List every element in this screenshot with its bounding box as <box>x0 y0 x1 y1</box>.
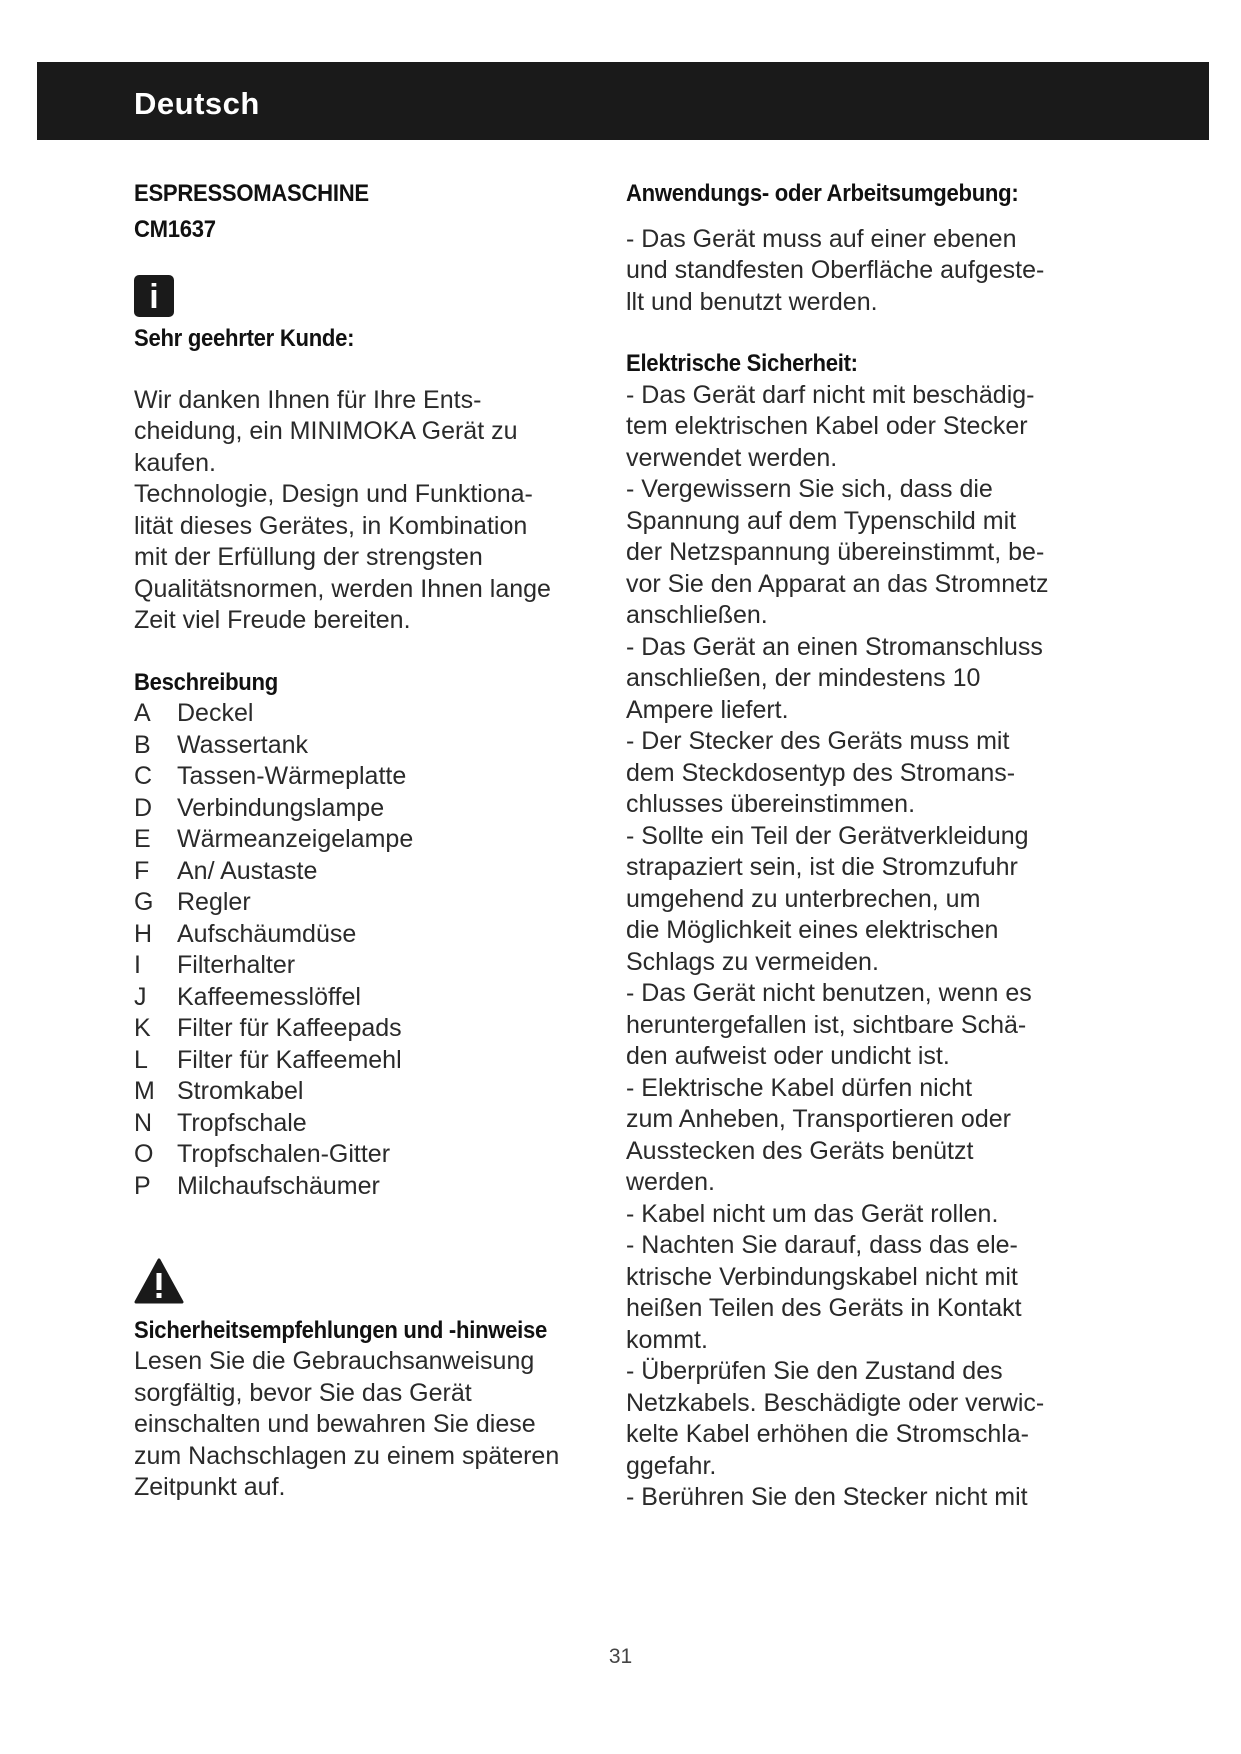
text-line: ktrische Verbindungskabel nicht mit <box>626 1262 1018 1291</box>
text-line: zum Nachschlagen zu einem späteren <box>134 1441 560 1470</box>
part-item <box>134 1139 594 1171</box>
part-letter: M <box>134 1077 155 1105</box>
text-line: einschalten und bewahren Sie diese <box>134 1410 536 1438</box>
environment-heading: Anwendungs- oder Arbeitsumgebung: <box>626 180 1019 207</box>
text-line: Qualitätsnormen, werden Ihnen lange <box>134 574 551 603</box>
part-letter: K <box>134 1014 151 1042</box>
part-name: Filterhalter <box>177 951 296 979</box>
part-letter: E <box>134 825 151 853</box>
part-item <box>134 698 594 730</box>
text-line: llt und benutzt werden. <box>626 287 878 316</box>
text-line: tem elektrischen Kabel oder Stecker <box>626 412 1028 440</box>
part-letter: A <box>134 699 151 727</box>
text-line: - Das Gerät darf nicht mit beschädig- <box>626 380 1035 409</box>
text-line: werden. <box>626 1168 715 1196</box>
part-item <box>134 1171 594 1203</box>
text-line: - Das Gerät muss auf einer ebenen <box>626 224 1017 253</box>
part-name: Deckel <box>177 699 254 727</box>
text-line: - Das Gerät an einen Stromanschluss <box>626 632 1043 661</box>
intro-paragraph <box>134 385 594 637</box>
part-letter: D <box>134 793 153 822</box>
part-name: Wassertank <box>177 730 309 759</box>
right-column <box>626 178 1096 1514</box>
part-item <box>134 730 594 762</box>
part-name: Aufschäumdüse <box>177 919 357 948</box>
part-name: Regler <box>177 888 251 916</box>
safety-paragraph <box>134 1346 594 1504</box>
part-item <box>134 950 594 982</box>
text-line: - Elektrische Kabel dürfen nicht <box>626 1073 973 1102</box>
part-letter: J <box>134 982 147 1011</box>
part-letter: C <box>134 762 153 790</box>
text-line: dem Steckdosentyp des Stromans- <box>626 758 1016 787</box>
text-line: lität dieses Gerätes, in Kombination <box>134 511 528 540</box>
part-letter: P <box>134 1171 151 1200</box>
text-line: Spannung auf dem Typenschild mit <box>626 506 1017 535</box>
part-letter: N <box>134 1108 153 1137</box>
part-item <box>134 887 594 919</box>
electrical-safety-paragraph <box>626 380 1096 1514</box>
text-line: heißen Teilen des Geräts in Kontakt <box>626 1294 1022 1322</box>
text-line: Technologie, Design und Funktiona- <box>134 480 533 508</box>
text-line: ggefahr. <box>626 1451 717 1480</box>
text-line: zum Anheben, Transportieren oder <box>626 1105 1011 1133</box>
text-line: kaufen. <box>134 448 217 477</box>
text-line: die Möglichkeit eines elektrischen <box>626 916 999 944</box>
part-item <box>134 824 594 856</box>
part-name: Tropfschalen-Gitter <box>177 1140 391 1168</box>
part-item <box>134 919 594 951</box>
part-letter: I <box>134 951 141 979</box>
part-letter: B <box>134 730 151 759</box>
part-name: Stromkabel <box>177 1077 304 1105</box>
warning-icon <box>134 1258 184 1304</box>
part-name: An/ Austaste <box>177 856 318 885</box>
text-line: Zeit viel Freude bereiten. <box>134 606 411 634</box>
part-name: Filter für Kaffeemehl <box>177 1045 402 1074</box>
part-name: Kaffeemesslöffel <box>177 982 361 1011</box>
text-line: - Vergewissern Sie sich, dass die <box>626 475 993 503</box>
text-line: kelte Kabel erhöhen die Stromschla- <box>626 1420 1030 1448</box>
text-line: Ausstecken des Geräts benützt <box>626 1136 974 1165</box>
part-item <box>134 1013 594 1045</box>
part-name: Filter für Kaffeepads <box>177 1014 402 1042</box>
text-line: Zeitpunkt auf. <box>134 1473 286 1501</box>
part-letter: O <box>134 1140 154 1168</box>
part-letter: G <box>134 888 154 916</box>
text-line: den aufweist oder undicht ist. <box>626 1042 950 1070</box>
text-line: chlusses übereinstimmen. <box>626 790 916 818</box>
text-line: kommt. <box>626 1325 708 1354</box>
page-number: 31 <box>608 1645 633 1668</box>
text-line: - Sollte ein Teil der Gerätverkleidung <box>626 821 1029 850</box>
part-name: Tassen-Wärmeplatte <box>177 762 407 790</box>
text-line: anschließen. <box>626 601 768 629</box>
environment-paragraph <box>626 224 1096 319</box>
part-name: Wärmeanzeigelampe <box>177 825 414 853</box>
text-line: - Der Stecker des Geräts muss mit <box>626 727 1010 755</box>
text-line: anschließen, der mindestens 10 <box>626 664 981 692</box>
text-line: mit der Erfüllung der strengsten <box>134 543 483 571</box>
text-line: und standfesten Oberfläche aufgeste- <box>626 256 1045 284</box>
part-item <box>134 856 594 888</box>
text-line: vor Sie den Apparat an das Stromnetz <box>626 569 1049 598</box>
part-item <box>134 1108 594 1140</box>
text-line: - Nachten Sie darauf, dass das ele- <box>626 1231 1018 1259</box>
part-name: Milchaufschäumer <box>177 1171 380 1200</box>
parts-list <box>134 698 594 1202</box>
text-line: der Netzspannung übereinstimmt, be- <box>626 538 1045 566</box>
part-letter: F <box>134 856 150 885</box>
part-item <box>134 761 594 793</box>
part-item <box>134 982 594 1014</box>
text-line: strapaziert sein, ist die Stromzufuhr <box>626 853 1018 881</box>
product-name: ESPRESSOMASCHINE <box>134 180 369 207</box>
text-line: Netzkabels. Beschädigte oder verwic- <box>626 1388 1045 1417</box>
part-item <box>134 1045 594 1077</box>
text-line: Wir danken Ihnen für Ihre Ents- <box>134 385 482 414</box>
language-header-bar <box>37 62 1209 140</box>
text-line: Schlags zu vermeiden. <box>626 947 879 976</box>
electrical-safety-heading: Elektrische Sicherheit: <box>626 350 858 377</box>
language-title: Deutsch <box>134 86 260 121</box>
part-item <box>134 1076 594 1108</box>
part-name: Tropfschale <box>177 1108 307 1137</box>
text-line: heruntergefallen ist, sichtbare Schä- <box>626 1010 1027 1039</box>
product-model: CM1637 <box>134 215 216 243</box>
text-line: Ampere liefert. <box>626 695 789 724</box>
text-line: - Überprüfen Sie den Zustand des <box>626 1357 1003 1385</box>
part-letter: L <box>134 1045 148 1074</box>
safety-heading: Sicherheitsempfehlungen und -hinweise <box>134 1316 548 1344</box>
left-column <box>134 178 594 1504</box>
text-line: sorgfältig, bevor Sie das Gerät <box>134 1378 472 1407</box>
description-heading: Beschreibung <box>134 668 278 696</box>
text-line: umgehend zu unterbrechen, um <box>626 884 981 913</box>
text-line: - Berühren Sie den Stecker nicht mit <box>626 1483 1028 1511</box>
text-line: - Kabel nicht um das Gerät rollen. <box>626 1199 999 1228</box>
text-line: verwendet werden. <box>626 443 838 472</box>
greeting-heading: Sehr geehrter Kunde: <box>134 325 355 352</box>
info-icon: i <box>134 275 174 317</box>
part-item <box>134 793 594 825</box>
text-line: Lesen Sie die Gebrauchsanweisung <box>134 1347 535 1375</box>
text-line: - Das Gerät nicht benutzen, wenn es <box>626 979 1032 1007</box>
part-name: Verbindungslampe <box>177 793 385 822</box>
text-line: cheidung, ein MINIMOKA Gerät zu <box>134 417 518 445</box>
part-letter: H <box>134 919 153 948</box>
